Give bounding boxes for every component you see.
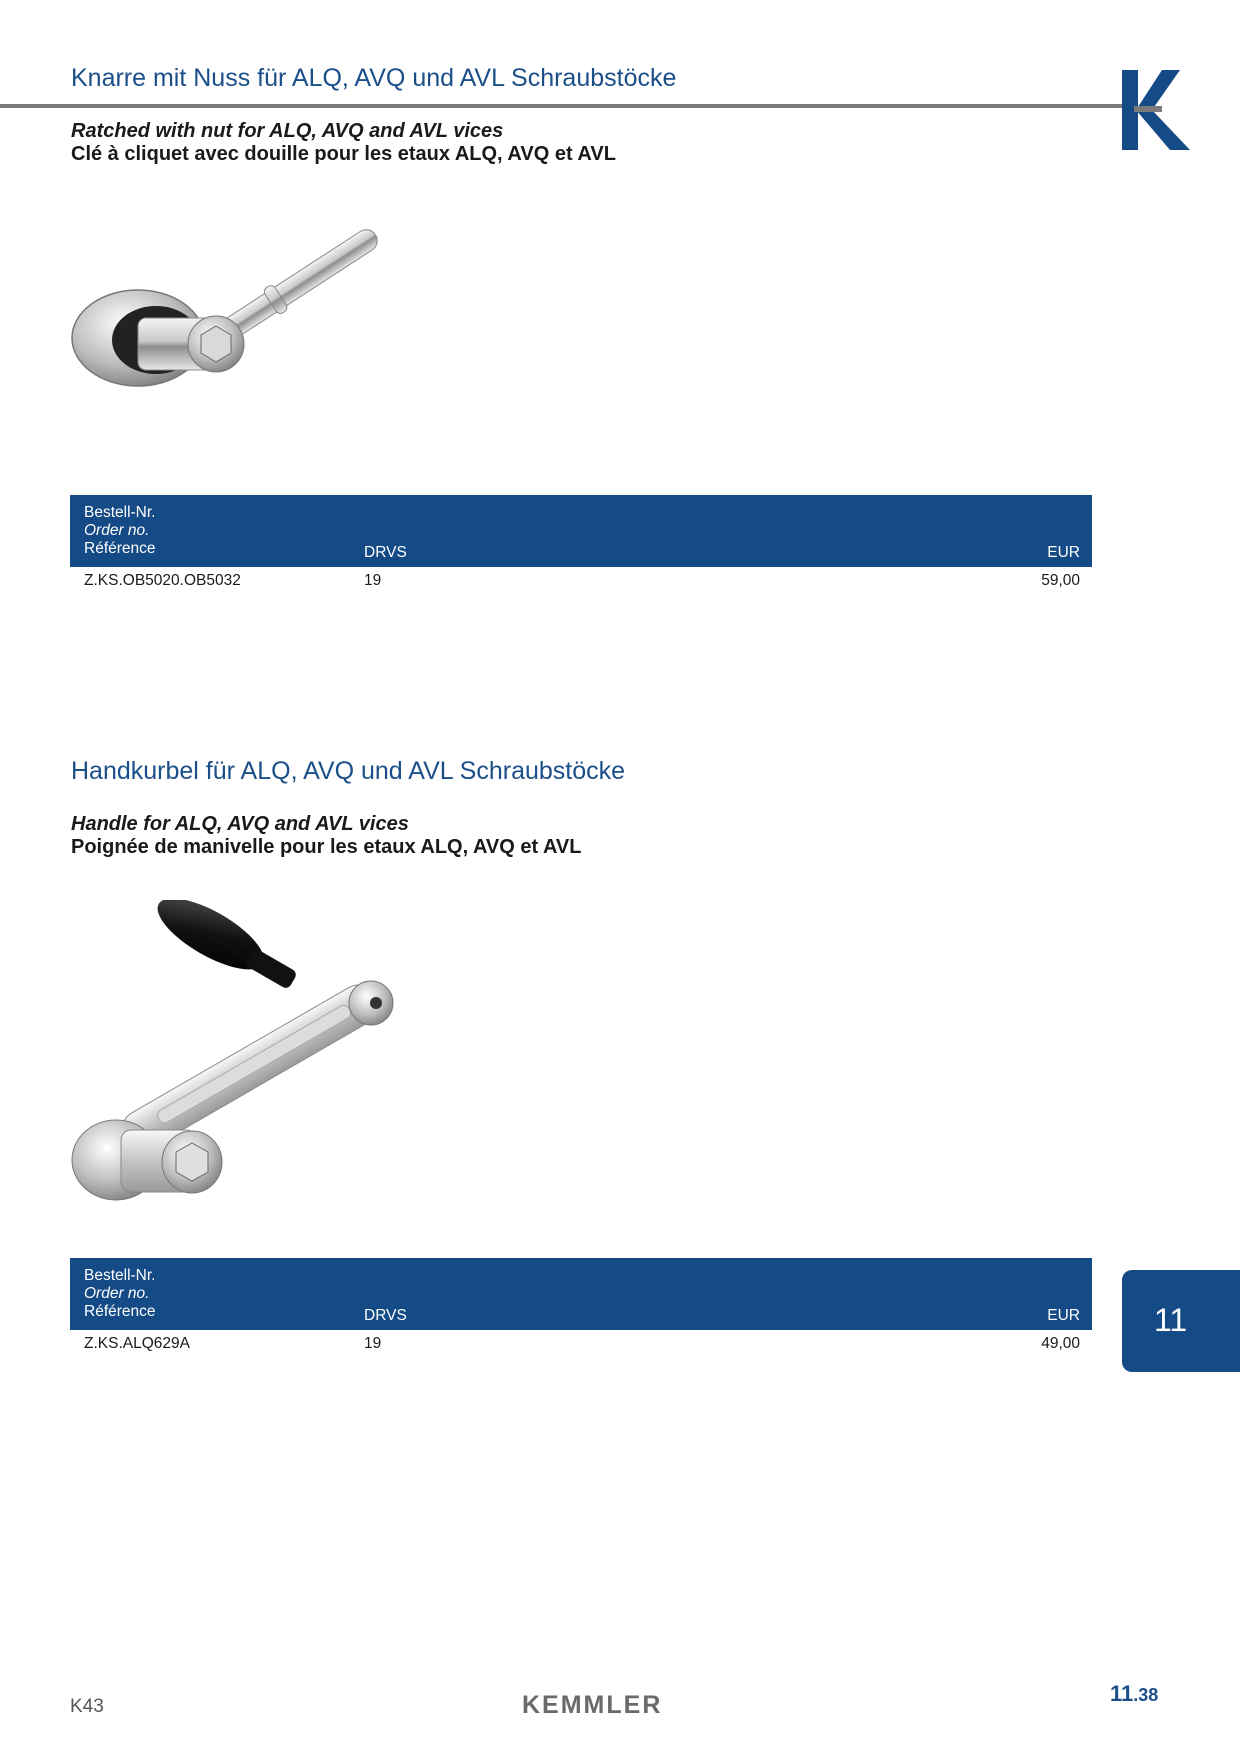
header-order-no xyxy=(84,504,156,558)
header-rule xyxy=(0,104,1124,108)
footer-code: K43 xyxy=(70,1696,104,1717)
ratchet-image xyxy=(66,200,416,440)
header-order-no xyxy=(84,1267,156,1321)
section2-table xyxy=(70,1258,1092,1358)
header-eur: EUR xyxy=(1047,544,1080,561)
drvs-cell: 19 xyxy=(364,1335,382,1352)
order-no-cell: Z.KS.OB5020.OB5032 xyxy=(84,572,241,589)
page-number xyxy=(1110,1681,1158,1707)
page-index: .38 xyxy=(1133,1685,1159,1705)
header-label-en: Order no. xyxy=(84,522,150,539)
chapter-tab[interactable] xyxy=(1122,1270,1240,1372)
table-row xyxy=(70,567,1092,595)
section1-title: Knarre mit Nuss für ALQ, AVQ und AVL Schraubstöcke xyxy=(71,64,677,92)
header-eur: EUR xyxy=(1047,1307,1080,1324)
page-chapter: 11 xyxy=(1110,1681,1134,1706)
header-label-fr: Référence xyxy=(84,540,156,557)
table-row xyxy=(70,1330,1092,1358)
footer-brand: KEMMLER xyxy=(522,1691,663,1719)
header-label-de: Bestell-Nr. xyxy=(84,504,156,521)
section1-subtitle-fr: Clé à cliquet avec douille pour les etaux ALQ, AVQ et AVL xyxy=(71,143,616,165)
header-label-de: Bestell-Nr. xyxy=(84,1267,156,1284)
hand-crank-image xyxy=(66,900,416,1220)
table-header xyxy=(70,1258,1092,1330)
kemmler-logo xyxy=(1122,70,1190,150)
header-drvs: DRVS xyxy=(364,544,407,561)
table-header xyxy=(70,495,1092,567)
header-label-en: Order no. xyxy=(84,1285,150,1302)
header-drvs: DRVS xyxy=(364,1307,407,1324)
section1-table xyxy=(70,495,1092,595)
section1-subtitle-en: Ratched with nut for ALQ, AVQ and AVL vices xyxy=(71,120,504,142)
header-label-fr: Référence xyxy=(84,1303,156,1320)
section2-subtitle-fr: Poignée de manivelle pour les etaux ALQ, AVQ et AVL xyxy=(71,836,582,858)
chapter-tab-number: 11 xyxy=(1154,1302,1188,1338)
price-cell: 59,00 xyxy=(1041,572,1080,589)
section2-subtitle-en: Handle for ALQ, AVQ and AVL vices xyxy=(71,813,409,835)
drvs-cell: 19 xyxy=(364,572,382,589)
price-cell: 49,00 xyxy=(1041,1335,1080,1352)
section2-title: Handkurbel für ALQ, AVQ und AVL Schraubstöcke xyxy=(71,757,626,785)
order-no-cell: Z.KS.ALQ629A xyxy=(84,1335,190,1352)
